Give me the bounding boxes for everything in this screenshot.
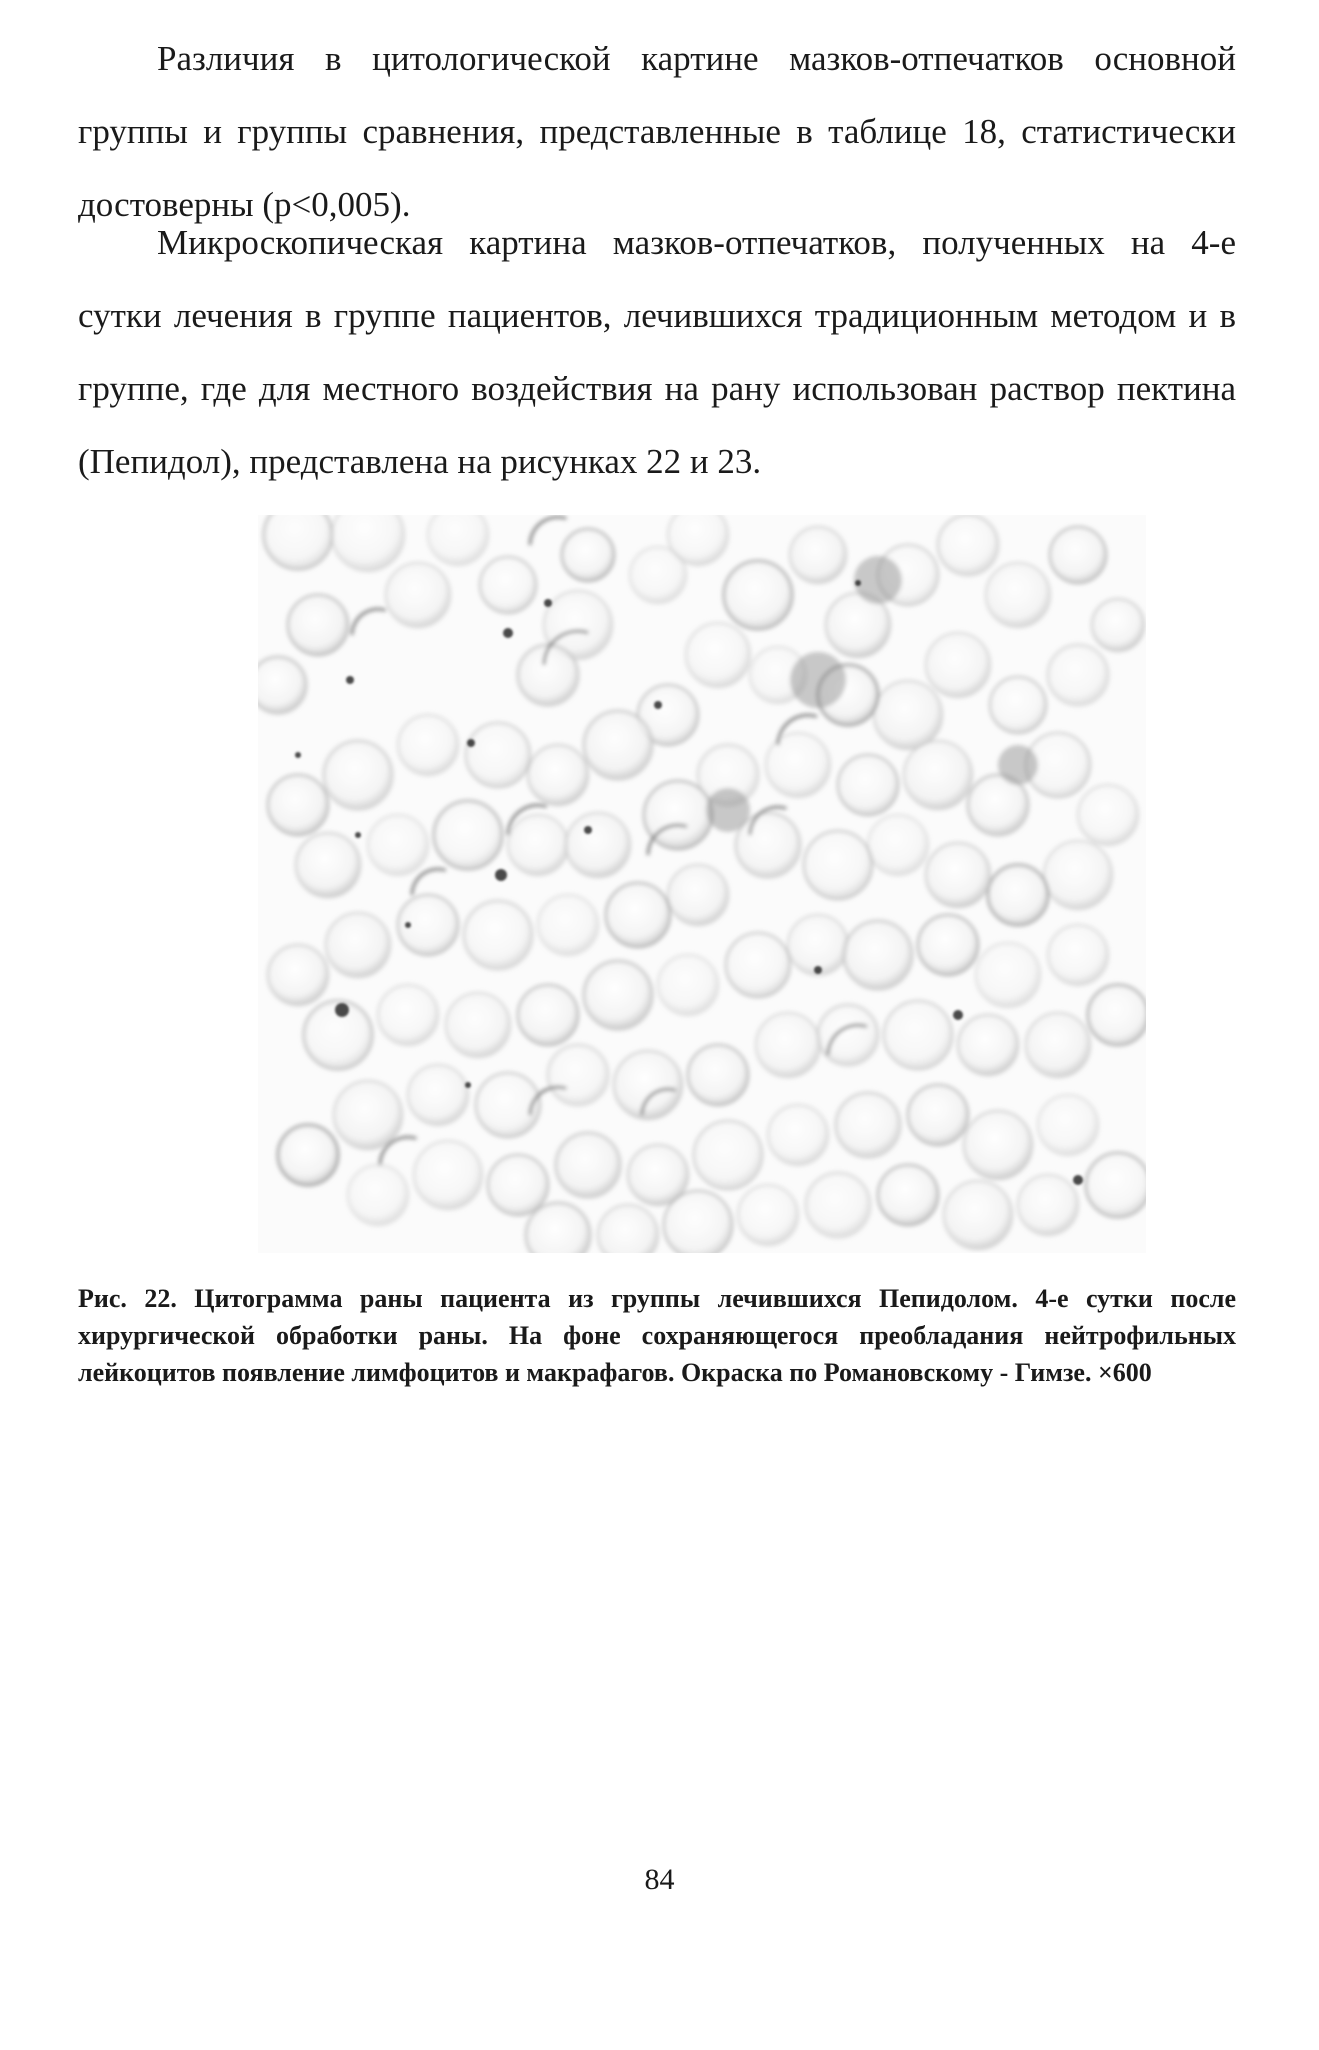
paragraph-1-text: Различия в цитологической картине мазков-отпечатков основной группы и группы сравнения, представленные в таблице 18, статистически достоверны (p<0,005).	[78, 39, 1236, 224]
cell-shape	[844, 921, 912, 989]
cell-shape	[908, 1085, 968, 1145]
cell-shape	[548, 1045, 608, 1105]
cell-shape	[868, 815, 928, 875]
nucleus-dot	[346, 676, 354, 684]
cell-shape	[324, 741, 392, 809]
cell-shape	[466, 723, 530, 787]
nucleus-dot	[295, 752, 301, 758]
cell-shape	[562, 529, 614, 581]
cell-shape	[726, 933, 790, 997]
cell-shape	[926, 633, 990, 697]
cell-shape	[818, 1005, 878, 1065]
cell-shape	[658, 955, 718, 1015]
cell-shape	[264, 515, 332, 569]
cell-shape	[790, 527, 846, 583]
cell-shape	[538, 895, 598, 955]
cell-shape	[398, 715, 458, 775]
cell-shape	[874, 681, 942, 749]
cell-shape	[480, 557, 536, 613]
cell-shape	[464, 901, 532, 969]
nucleus-dot	[465, 1082, 471, 1088]
nucleus-dot	[584, 826, 592, 834]
page-number: 84	[644, 1863, 675, 1896]
cytogram-micrograph	[258, 515, 1146, 1253]
cell-shape	[386, 563, 450, 627]
nucleus-dot	[335, 1003, 349, 1017]
cell-shape	[598, 1205, 658, 1253]
cell-shape	[806, 1173, 870, 1237]
cell-shape	[348, 1165, 408, 1225]
cell-shape	[334, 1081, 402, 1149]
cell-shape	[1048, 645, 1108, 705]
cell-shape	[268, 775, 328, 835]
cell-shape	[958, 1015, 1018, 1075]
cell-shape	[268, 945, 328, 1005]
cell-shape	[756, 1013, 820, 1077]
cell-shape	[990, 677, 1046, 733]
cell-shape	[884, 1001, 952, 1069]
cell-shape	[694, 1121, 762, 1189]
cell-shape	[938, 515, 998, 575]
cell-shape	[836, 1093, 900, 1157]
cell-shape	[988, 865, 1048, 925]
cell-shape	[1086, 1153, 1146, 1217]
paragraph-2-text: Микроскопическая картина мазков-отпечатков, полученных на 4-е сутки лечения в группе пациентов, лечившихся традиционным методом и в группе, где для местного воздействия на рану использован раствор пектина (Пепидол), представлена на рисунках 22 и 23.	[78, 223, 1236, 481]
figure-caption: Рис. 22. Цитограмма раны пациента из группы лечившихся Пепидолом. 4-е сутки после хирургической обработки раны. На фоне сохраняющегося преобладания нейтрофильных лейкоцитов появление лимфоцитов и макрафагов. Окраска по Романовскому - Гимзе. ×600	[78, 1284, 1236, 1387]
cell-shape	[446, 993, 510, 1057]
macrophage-shape	[854, 556, 902, 604]
cell-shape	[904, 741, 972, 809]
cell-shape	[414, 1141, 482, 1209]
cell-shape	[556, 1133, 620, 1197]
cell-shape	[518, 645, 578, 705]
cell-shape	[926, 843, 990, 907]
nucleus-dot	[405, 922, 411, 928]
nucleus-dot	[814, 966, 822, 974]
cell-shape	[434, 801, 502, 869]
cell-shape	[724, 561, 792, 629]
cell-shape	[326, 913, 390, 977]
macrophage-shape	[790, 652, 846, 708]
cell-shape	[688, 1045, 748, 1105]
cell-shape	[1050, 527, 1106, 583]
cell-shape	[508, 815, 568, 875]
cell-shape	[918, 915, 978, 975]
cell-shape	[614, 1051, 682, 1119]
nucleus-dot	[355, 832, 361, 838]
cell-shape	[668, 515, 728, 565]
cell-shape	[518, 985, 578, 1045]
cell-shape	[1026, 1013, 1090, 1077]
cell-shape	[664, 1191, 732, 1253]
cell-shape	[1038, 1095, 1098, 1155]
cell-shape	[804, 831, 872, 899]
cell-shape	[878, 1165, 938, 1225]
cell-shape	[296, 833, 360, 897]
cell-shape	[738, 1185, 798, 1245]
macrophage-shape	[706, 788, 750, 832]
cell-shape	[1048, 925, 1108, 985]
cell-shape	[368, 815, 428, 875]
cell-shape	[408, 1065, 468, 1125]
cell-shape	[488, 1155, 548, 1215]
cell-shape	[768, 1105, 828, 1165]
cell-shape	[964, 1111, 1032, 1179]
cell-shape	[258, 657, 306, 713]
cell-shape	[278, 1125, 338, 1185]
cell-shape	[288, 595, 348, 655]
cell-shape	[566, 813, 630, 877]
cell-shape	[686, 623, 750, 687]
cell-shape	[584, 711, 652, 779]
cell-shape	[668, 865, 728, 925]
paragraph-2	[78, 206, 1236, 498]
cell-shape	[1078, 785, 1138, 845]
cell-shape	[1018, 1175, 1078, 1235]
nucleus-dot	[467, 739, 475, 747]
cell-shape	[528, 745, 588, 805]
cell-shape	[526, 1203, 590, 1253]
cell-shape	[976, 943, 1040, 1007]
nucleus-dot	[855, 580, 861, 586]
cell-shape	[986, 563, 1050, 627]
macrophage-shape	[998, 745, 1038, 785]
cell-shape	[944, 1181, 1012, 1249]
cell-shape	[606, 883, 670, 947]
cell-shape	[838, 755, 898, 815]
cell-shape	[378, 985, 438, 1045]
nucleus-dot	[953, 1010, 963, 1020]
nucleus-dot	[544, 599, 552, 607]
cell-shape	[1092, 599, 1144, 651]
nucleus-dot	[503, 628, 513, 638]
cell-shape	[1088, 985, 1146, 1045]
nucleus-dot	[495, 869, 507, 881]
cell-shape	[1044, 841, 1112, 909]
cell-shape	[428, 515, 488, 565]
nucleus-dot	[1073, 1175, 1083, 1185]
cell-shape	[766, 733, 830, 797]
cell-shape	[584, 961, 652, 1029]
nucleus-dot	[654, 701, 662, 709]
